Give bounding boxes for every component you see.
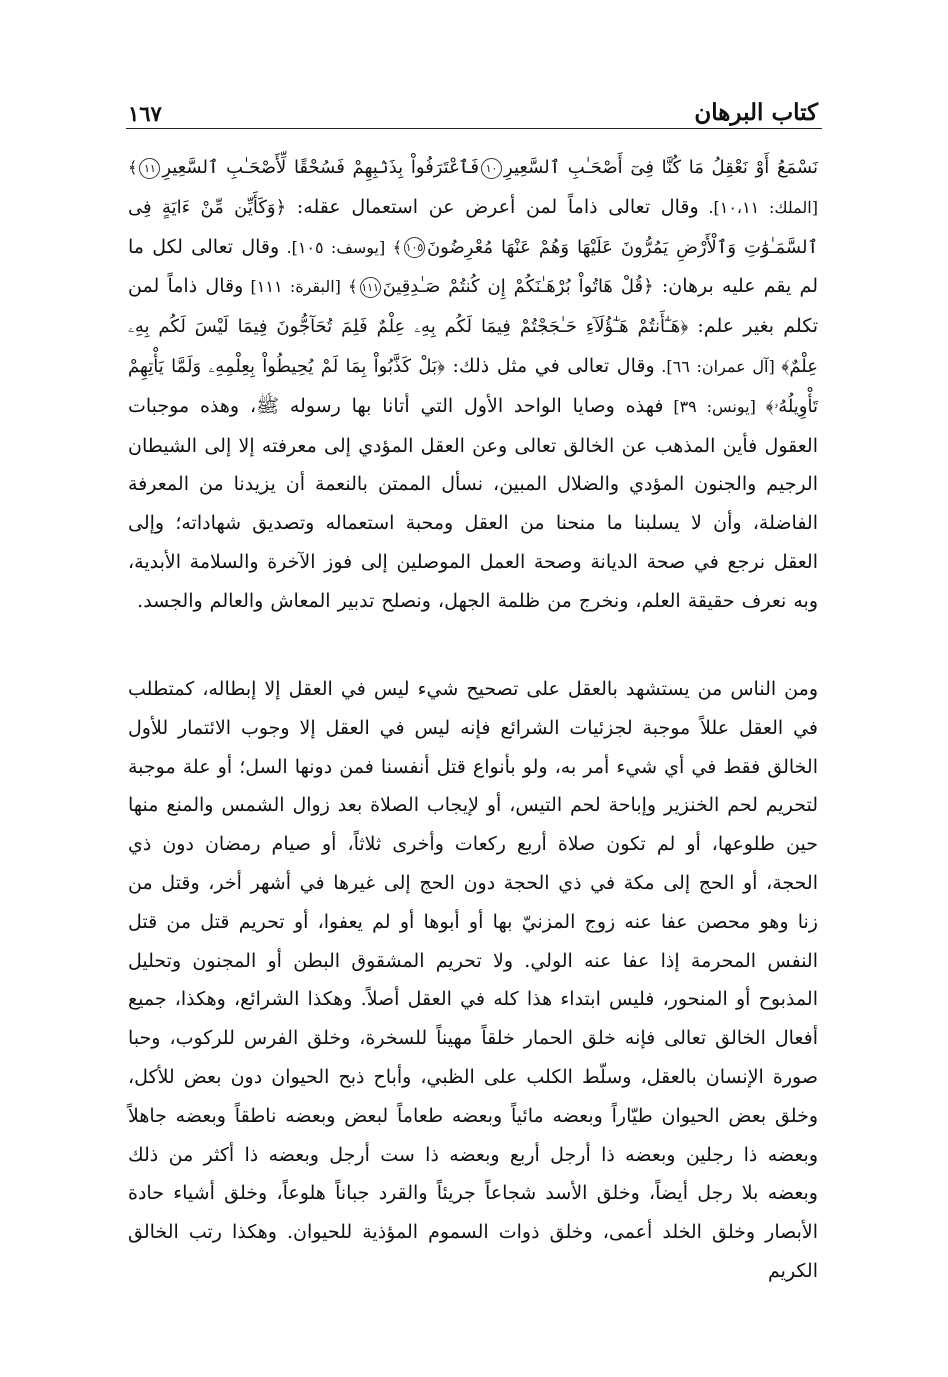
- book-title: كتاب البرهان: [694, 99, 818, 126]
- quran-verse: ﴿قُلْ هَاتُواْ بُرْهَـٰنَكُمْ إِن كُنتُمْ صَـٰدِقِينَ: [382, 276, 654, 298]
- body-text: وقال تعالى لكل ما لم يقم عليه برهان:: [128, 235, 818, 298]
- ayah-marker: ١١: [139, 158, 160, 179]
- ayah-marker: ١٠٥: [404, 237, 425, 258]
- body-text: وقال تعالى في مثل ذلك:: [444, 354, 655, 377]
- body-text: فهذه وصايا الواحد الأول التي أتانا بها رسوله ﷺ، وهذه موجبات العقول فأين المذهب عن الخالق تعالى وعن العقل المؤدي إلى معرفته إلا إلى الشيطان الرجيم والجنون المؤدي والضلال المبين، نسأل الممتن بالنعمة أن يزيدنا من المعرفة الفاضلة، وأن لا يسلبنا ما منحنا من العقل ومحبة استعماله وتصديق شهاداته؛ وإلى العقل نرجع في صحة الديانة وصحة العمل الموصلين إلى فوز الآخرة والسلامة الأبدية، وبه نعرف حقيقة العلم، ونخرج من ظلمة الجهل، ونصلح تدبير المعاش والعالم والجسد.: [128, 394, 818, 612]
- running-head: [128, 86, 818, 126]
- paragraph-2: ومن الناس من يستشهد بالعقل على تصحيح شيء ليس في العقل إلا إبطاله، كمتطلب في العقل عللاً موجبة لجزئيات الشرائع فإنه ليس في العقل إلا وجوب الائتمار للأول الخالق فقط في أي شيء أمر به، ولو بأنواع قتل أنفسنا فمن دونها السل؛ أو علة موجبة لتحريم لحم الخنزير وإباحة لحم التيس، أو لإيجاب الصلاة بعد زوال الشمس والمنع منها حين طلوعها، أو لم تكون صلاة أربع ركعات وأخرى ثلاثاً، أو صيام رمضان دون ذي الحجة، أو الحج إلى مكة في ذي الحجة دون الحج إلى غيرها في أشهر أخر، وقتل من زنا وهو محصن عفا عنه زوج المزنيّ بها أو أبوها أو لم يعفوا، أو تحريم قتل من قتل النفس المحرمة إذا عفا عنه الولي. ولا تحريم المشقوق البطن أو المجنون وتحليل المذبوح أو المنحور، فليس ابتداء هذا كله في العقل أصلاً. وهكذا الشرائع، وهكذا، جميع أفعال الخالق تعالى فإنه خلق الحمار خلقاً مهيناً للسخرة، وخلق الفرس للركوب، وحبا صورة الإنسان بالعقل، وسلّط الكلب على الظبي، وأباح ذبح الحيوان دون بعض للأكل، وخلق بعض الحيوان طيّاراً وبعضه مائياً وبعضه طعاماً لبعض وبعضه ناطقاً وبعضه جاهلاً وبعضه ذا رجلين وبعضه ذا أرجل أربع وبعضه ذا ست أرجل وبعضه ذا أكثر من ذلك وبعضه بلا رجل أيضاً، وخلق الأسد شجاعاً جريئاً والقرد جباناً هلوعاً، وخلق أشياء حادة الأبصار وخلق الخلد أعمى، وخلق ذوات السموم المؤذية للحيوان. وهكذا رتب الخالق الكريم: [128, 678, 818, 1282]
- paragraph-1: [128, 148, 818, 621]
- ayah-marker: ١١١: [360, 277, 381, 298]
- body-text: وقال تعالى ذاماً لمن أعرض عن استعمال عقله:: [286, 195, 699, 218]
- verse-reference: ﴾ [البقرة: ١١١]: [243, 277, 358, 297]
- quran-verse: ﴿بَلْ كَذَّبُواْ بِمَا لَمْ يُحِيطُواْ بِعِلْمِهِۦ وَلَمَّا يَأْتِهِمْ تَأْوِيلُهُۥ﴾: [128, 355, 818, 417]
- header-rule: [126, 128, 822, 129]
- verse-reference: ﴾ [يوسف: ١٠٥].: [279, 237, 402, 257]
- verse-reference: [آل عمران: ٦٦].: [654, 356, 782, 376]
- body-text: وقال ذاماً لمن تكلم بغير علم:: [128, 275, 818, 338]
- page-number: ١٦٧: [128, 101, 162, 126]
- quran-verse: فَٱعْتَرَفُواْ بِذَنۢبِهِمْ فَسُحْقًا لِّأَصْحَـٰبِ ٱلسَّعِيرِ: [162, 157, 480, 178]
- verse-reference: [يونس: ٣٩]: [663, 396, 766, 416]
- quran-verse: ﴿وَكَأَيِّن مِّنْ ءَايَةٍ فِى ٱلسَّمَـٰوَٰتِ وَٱلْأَرْضِ يَمُرُّونَ عَلَيْهَا وَهُمْ عَنْهَا مُعْرِضُونَ: [128, 196, 818, 258]
- verse-reference: ﴾ [الملك: ١٠،١١].: [128, 158, 818, 217]
- quran-verse: ﴿هَـٰٓأَنتُمْ هَـٰٓؤُلَآءِ حَـٰجَجْتُمْ فِيمَا لَكُم بِهِۦ عِلْمٌ فَلِمَ تُحَآجُّونَ فِيمَا لَيْسَ لَكُم بِهِۦ عِلْمٌ﴾: [128, 316, 818, 377]
- quran-verse: نَسْمَعُ أَوْ نَعْقِلُ مَا كُنَّا فِىٓ أَصْحَـٰبِ ٱلسَّعِيرِ: [504, 157, 819, 178]
- ayah-marker: ١٠: [481, 158, 502, 179]
